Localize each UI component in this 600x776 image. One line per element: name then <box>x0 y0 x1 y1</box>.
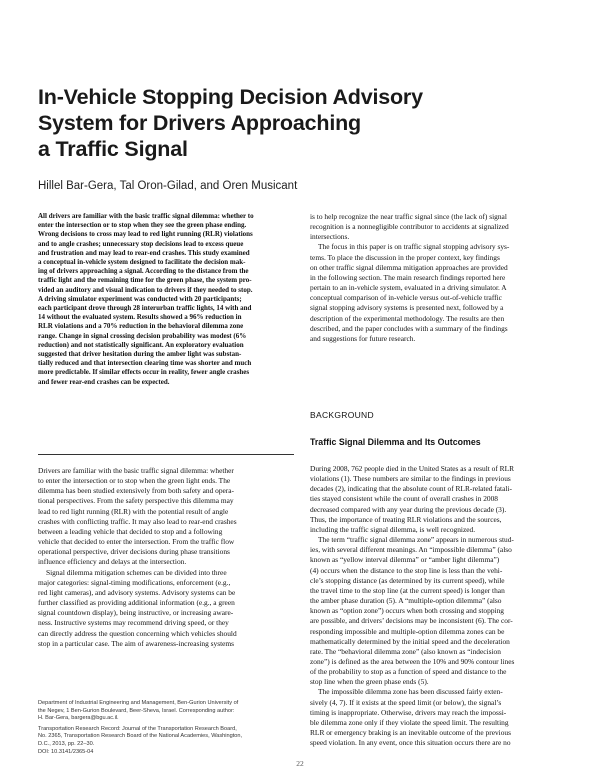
body-line: zone”) is defined as the area between the 10% and 90% contour lines <box>310 656 515 666</box>
body-line: vehicle that decided to enter the intersection. From the traffic flow <box>38 537 235 547</box>
author-list: Hillel Bar-Gera, Tal Oron-Gilad, and Oren Musicant <box>38 180 298 192</box>
body-line: conceptual comparison of in-vehicle versus out-of-vehicle traffic <box>310 293 502 303</box>
abstract-line: A driving simulator experiment was conducted with 20 participants; <box>38 294 242 303</box>
body-line: ties stayed consistent while the count of overall crashes in 2008 <box>310 494 499 504</box>
body-line: mathematically determined by the initial speed and the deceleration <box>310 636 510 646</box>
body-line: violations (1). These numbers are similar to the findings in previous <box>310 474 511 484</box>
body-line: speed violation. In any event, once this situation occurs there are no <box>310 738 511 748</box>
abstract-line: vided an auditory and visual indication to drivers if they needed to stop. <box>38 285 253 294</box>
body-line: Signal dilemma mitigation schemes can be divided into three <box>46 567 227 577</box>
body-line: is to help recognize the near traffic signal since (the lack of) signal <box>310 212 507 221</box>
body-line: responding impossible and multiple-option dilemma zones can be <box>310 626 505 636</box>
abstract-line: 14 without the evaluated system. Results showed a 96% reduction in <box>38 313 242 322</box>
body-line: signal stopping advisory systems is presented next, followed by a <box>310 303 504 313</box>
body-line: decades (2), indicating that the absolute count of RLR-related fatali- <box>310 484 512 494</box>
abstract-line: range. Change in signal crossing decision probability was modest (6% <box>38 331 247 340</box>
body-line: tems. To place the discussion in the proper context, key findings <box>310 252 500 262</box>
abstract-line: Wrong decisions to cross may lead to red light running (RLR) violations <box>38 230 253 239</box>
body-line: known as “option zone”) occurs when both crossing and stopping <box>310 606 504 616</box>
right-column-intro <box>310 212 572 344</box>
abstract-line: more predictable. If similar effects occur in reality, fewer angle crashes <box>38 368 250 377</box>
body-line: and suggestions for future research. <box>310 333 416 343</box>
abstract-line: reduction) and not statistically significant. An exploratory evaluation <box>38 340 244 349</box>
footnote-line: H. Bar-Gera, bargera@bgu.ac.il. <box>38 715 119 722</box>
body-line: including the traffic signal dilemma, is well recognized. <box>310 524 476 534</box>
body-line: cle’s stopping distance (as determined by its current speed), while <box>310 575 505 585</box>
body-line: between a leading vehicle that decided to stop and a following <box>38 526 223 536</box>
body-line: rate. The “behavioral dilemma zone” (also known as “indecision <box>310 646 501 656</box>
abstract-line: and to angle crashes; unnecessary stop decisions lead to excess queue <box>38 239 244 248</box>
left-column-body <box>38 466 296 649</box>
abstract-line: enter the intersection or to stop when they see the green phase ending. <box>38 221 247 230</box>
body-line: signal countdown display), being instructive, or increasing aware- <box>38 608 234 618</box>
abstract-line: each participant drove through 28 interurban traffic lights, 14 with and <box>38 304 252 313</box>
body-line: of the probability to stop as a function of speed and distance to the <box>310 667 507 677</box>
body-line: recognition is a nonnegligible contributor to accidents at signalized <box>310 222 509 232</box>
abstract-line: ing of drivers approaching a signal. According to the distance from the <box>38 267 249 276</box>
abstract-line: a conceptual in-vehicle system designed to facilitate the decision mak- <box>38 258 246 267</box>
body-line: tional perspectives. From the safety perspective this dilemma may <box>38 496 234 506</box>
body-line: further classified as providing additional information (e.g., a green <box>38 598 235 608</box>
abstract-divider <box>38 454 294 455</box>
body-line: the travel time to the stop line (at the current speed) is longer than <box>310 585 505 595</box>
footnote-line: the Negev, 1 Ben-Gurion Boulevard, Beer-Sheva, Israel. Corresponding author: <box>38 707 235 714</box>
right-column-body <box>310 464 572 748</box>
section-heading: BACKGROUND <box>310 410 374 420</box>
body-line: dilemma has been studied extensively from both safety and opera- <box>38 486 234 496</box>
body-line: can directly address the question concerning which vehicles should <box>38 628 237 638</box>
body-line: Drivers are familiar with the basic traffic signal dilemma: whether <box>38 466 234 475</box>
abstract-line: and frustration and may lead to rear-end crashes. This study examined <box>38 248 250 257</box>
body-line: operational perspective, driver decisions during phase transitions <box>38 547 230 557</box>
body-line: the amber phase duration (5). A “multiple-option dilemma” (also <box>310 596 502 606</box>
subsection-heading: Traffic Signal Dilemma and Its Outcomes <box>310 437 481 447</box>
body-line: lead to red light running (RLR) with the potential result of angle <box>38 506 229 516</box>
title-line: a Traffic Signal <box>38 137 188 161</box>
footnote-line: DOI: 10.3141/2365-04 <box>38 748 94 755</box>
body-line: described, and the paper concludes with a summary of the findings <box>310 323 508 333</box>
body-line: stop in a particular case. The aim of awareness-increasing systems <box>38 638 235 648</box>
footnote <box>38 700 300 756</box>
body-line: to enter the intersection or to stop when the green light ends. The <box>38 476 231 486</box>
body-line: known as “yellow interval dilemma” or “amber light dilemma”) <box>310 555 500 565</box>
abstract-line: and fewer rear-end crashes can be expected. <box>38 377 170 386</box>
footnote-line: D.C., 2013, pp. 22–30. <box>38 740 95 747</box>
abstract <box>38 212 294 387</box>
abstract-line: traffic light and the remaining time for the green phase, the system pro- <box>38 276 252 285</box>
body-line: in the following section. The main research findings reported here <box>310 272 506 282</box>
body-line: major categories: signal-timing modifications, enforcement (e.g., <box>38 577 231 587</box>
title-line: System for Drivers Approaching <box>38 111 361 135</box>
footnote-line: Transportation Research Record: Journal of the Transportation Research Board, <box>38 725 237 732</box>
body-line: pertain to an in-vehicle system, evaluated in a driving simulator. A <box>310 283 507 293</box>
body-line: ies, with several different meanings. An “impossible dilemma” (also <box>310 545 512 555</box>
body-line: crashes with conflicting traffic. It may also lead to rear-end crashes <box>38 516 237 526</box>
body-line: The focus in this paper is on traffic signal stopping advisory sys- <box>318 242 510 252</box>
body-line: During 2008, 762 people died in the United States as a result of RLR <box>310 464 515 473</box>
abstract-line: suggested that driver hesitation during the amber light was substan- <box>38 350 242 359</box>
body-line: decreased compared with any year during the previous decade (3). <box>310 504 507 514</box>
body-line: RLR or emergency braking is an inevitable outcome of the previous <box>310 728 511 738</box>
footnote-line: Department of Industrial Engineering and Management, Ben-Gurion University of <box>38 700 239 706</box>
body-line: timing is inappropriate. Otherwise, drivers may reach the impossi- <box>310 707 507 717</box>
body-line: ble dilemma zone only if they violate the speed limit. The resulting <box>310 717 509 727</box>
title-line: In-Vehicle Stopping Decision Advisory <box>38 85 423 109</box>
body-line: ness. Instructive systems may recommend driving speed, or they <box>38 618 229 628</box>
body-line: are possible, and drivers’ decisions may be inconsistent (6). The cor- <box>310 616 513 626</box>
body-line: on other traffic signal dilemma mitigation approaches are provided <box>310 262 508 272</box>
body-line: description of the experimental methodology. The results are then <box>310 313 505 323</box>
body-line: intersections. <box>310 232 350 242</box>
body-line: stop line when the green phase ends (5). <box>310 677 429 687</box>
page-number: 22 <box>296 759 304 768</box>
abstract-line: RLR violations and a 70% reduction in the behavioral dilemma zone <box>38 322 244 331</box>
body-line: influence efficiency and delays at the intersection. <box>38 557 187 567</box>
body-line: (4) occurs when the distance to the stop line is less than the vehi- <box>310 565 503 575</box>
abstract-line: All drivers are familiar with the basic traffic signal dilemma: whether to <box>38 212 254 220</box>
abstract-line: tially reduced and that intersection clearing time was shorter and much <box>38 359 252 368</box>
body-line: The term “traffic signal dilemma zone” appears in numerous stud- <box>318 535 514 545</box>
footnote-line: No. 2365, Transportation Research Board of the National Academies, Washington, <box>38 733 243 740</box>
body-line: The impossible dilemma zone has been discussed fairly exten- <box>318 687 503 697</box>
body-line: red light cameras), and advisory systems. Advisory systems can be <box>38 587 236 597</box>
body-line: Thus, the importance of treating RLR violations and the sources, <box>310 514 502 524</box>
article-title <box>38 84 458 162</box>
body-line: sively (4, 7). If it exists at the speed limit (or below), the signal’s <box>310 697 502 707</box>
